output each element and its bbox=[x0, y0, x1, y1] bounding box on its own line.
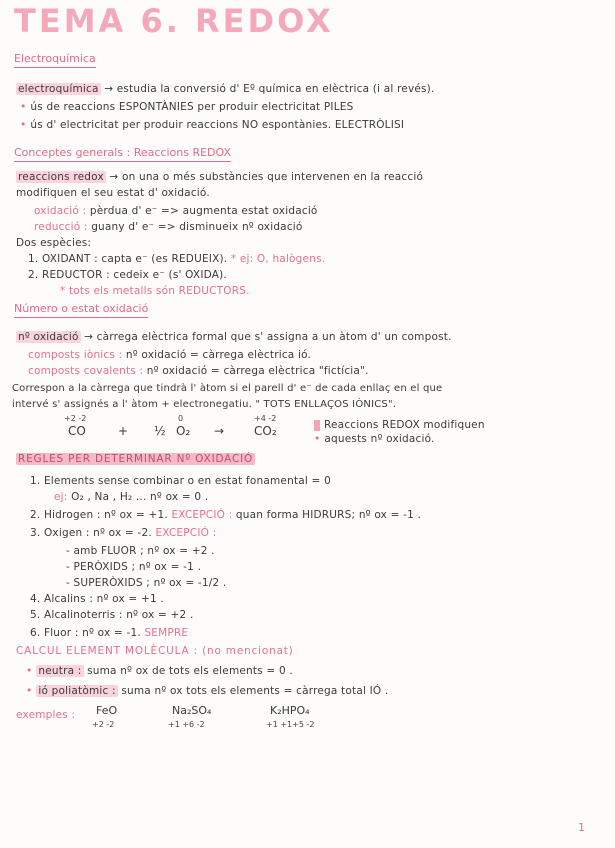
term-n-oxidacio: nº oxidació bbox=[18, 331, 79, 343]
numero-oxidacio-definition: nº oxidació → càrrega elèctrica formal que s' assigna a un àtom d' un compost. bbox=[18, 331, 452, 343]
section-heading-regles: REGLES PER DETERMINAR Nº OXIDACIÓ bbox=[18, 453, 254, 465]
reductor-note: * tots els metalls són REDUCTORS. bbox=[60, 285, 250, 297]
rule-1: 1. Elements sense combinar o en estat fonamental = 0 bbox=[30, 475, 331, 487]
correspon-line: Correspon a la càrrega que tindrà l' àtom si el parell d' e⁻ de cada enllaç en el que bbox=[12, 383, 443, 394]
bullet-icon: • bbox=[314, 433, 321, 445]
redox-definition-cont: modifiquen el seu estat d' oxidació. bbox=[16, 187, 210, 199]
equation-arrow: → bbox=[214, 424, 225, 438]
oxidant-line: 1. OXIDANT : capta e⁻ (es REDUEIX). * ej: O, halògens. bbox=[28, 253, 326, 265]
reductor-line: 2. REDUCTOR : cedeix e⁻ (s' OXIDA). bbox=[28, 269, 227, 281]
exemples-label: exemples : bbox=[16, 709, 76, 721]
page-title: TEMA 6. REDOX bbox=[14, 2, 334, 40]
term-reaccions-redox: reaccions redox bbox=[18, 171, 104, 183]
rule-6: 6. Fluor : nº ox = -1. SEMPRE bbox=[30, 627, 189, 639]
bullet-icon: • bbox=[20, 101, 27, 113]
redox-note-1: Reaccions REDOX modifiquen bbox=[314, 418, 485, 432]
equation-plus: + bbox=[118, 424, 129, 438]
term-electroquimica: electroquímica bbox=[18, 83, 99, 95]
electroquimica-def-text: → estudia la conversió d' Eº química en elèctrica (i al revés). bbox=[104, 83, 435, 95]
rule-3-exception-b: - PERÒXIDS ; nº ox = -1 . bbox=[66, 561, 202, 573]
rule-2: 2. Hidrogen : nº ox = +1. EXCEPCIÓ : quan forma HIDRURS; nº ox = -1 . bbox=[30, 509, 422, 521]
list-item: • ús de reaccions ESPONTÀNIES per produir electricitat PILES bbox=[20, 101, 354, 113]
highlight-mark bbox=[314, 420, 320, 431]
reduccio-line: reducció : guany d' e⁻ => disminueix nº oxidació bbox=[34, 221, 303, 233]
section-heading-numero-oxidacio: Número o estat oxidació bbox=[14, 302, 148, 318]
composts-ionics-line: composts iònics : nº oxidació = càrrega elèctrica ió. bbox=[28, 349, 312, 361]
section-heading-electroquimica: Electroquímica bbox=[14, 52, 96, 68]
example-k2hpo4-ox: +1 +1+5 -2 bbox=[266, 720, 315, 729]
oxidation-numbers-o2: 0 bbox=[178, 414, 184, 423]
equation-o2: O₂ bbox=[176, 424, 191, 438]
rule-3-exception-a: - amb FLUOR ; nº ox = +2 . bbox=[66, 545, 215, 557]
redox-note-2: • aquests nº oxidació. bbox=[314, 433, 435, 445]
oxidation-numbers-co2: +4 -2 bbox=[254, 414, 277, 423]
oxidation-numbers-co: +2 -2 bbox=[64, 414, 87, 423]
oxidacio-line: oxidació : pèrdua d' e⁻ => augmenta estat oxidació bbox=[34, 205, 318, 217]
page-number: 1 bbox=[578, 821, 585, 834]
example-feo: FeO bbox=[96, 704, 118, 717]
bullet-icon: • bbox=[26, 685, 33, 697]
section-heading-calcul: CALCUL ELEMENT MOLÈCULA : (no mencionat) bbox=[16, 645, 294, 657]
example-feo-ox: +2 -2 bbox=[92, 720, 115, 729]
redox-definition: reaccions redox → on una o més substàncies que intervenen en la reacció bbox=[18, 171, 424, 183]
electroquimica-definition bbox=[16, 82, 435, 96]
bullet-icon: • bbox=[20, 119, 27, 131]
example-na2so4-ox: +1 +6 -2 bbox=[168, 720, 205, 729]
bullet-icon: • bbox=[26, 665, 33, 677]
correspon-line-cont: intervé s' assignés a l' àtom + electronegatiu. " TOTS ENLLAÇOS IÒNICS". bbox=[12, 399, 397, 410]
section-heading-conceptes: Conceptes generals : Reaccions REDOX bbox=[14, 146, 231, 162]
example-k2hpo4: K₂HPO₄ bbox=[270, 704, 310, 717]
composts-covalents-line: composts covalents : nº oxidació = càrrega elèctrica "fictícia". bbox=[28, 365, 369, 377]
rule-3-exception-c: - SUPERÒXIDS ; nº ox = -1/2 . bbox=[66, 577, 227, 589]
calcul-io-poliatomic: • ió poliatòmic : suma nº ox tots els elements = càrrega total IÓ . bbox=[26, 685, 389, 697]
calcul-neutra: • neutra : suma nº ox de tots els elements = 0 . bbox=[26, 665, 293, 677]
equation-half: ½ bbox=[154, 424, 166, 438]
rule-4: 4. Alcalins : nº ox = +1 . bbox=[30, 593, 164, 605]
rule-1-example: ej: O₂ , Na , H₂ ... nº ox = 0 . bbox=[54, 491, 209, 503]
example-na2so4: Na₂SO₄ bbox=[172, 704, 212, 717]
equation-co2: CO₂ bbox=[254, 424, 277, 438]
rule-5: 5. Alcalinoterris : nº ox = +2 . bbox=[30, 609, 194, 621]
list-item: • ús d' electricitat per produir reaccions NO espontànies. ELECTRÒLISI bbox=[20, 119, 405, 131]
dos-especies-label: Dos espècies: bbox=[16, 237, 92, 249]
equation-co: CO bbox=[68, 424, 86, 438]
rule-3: 3. Oxigen : nº ox = -2. EXCEPCIÓ : bbox=[30, 527, 217, 539]
